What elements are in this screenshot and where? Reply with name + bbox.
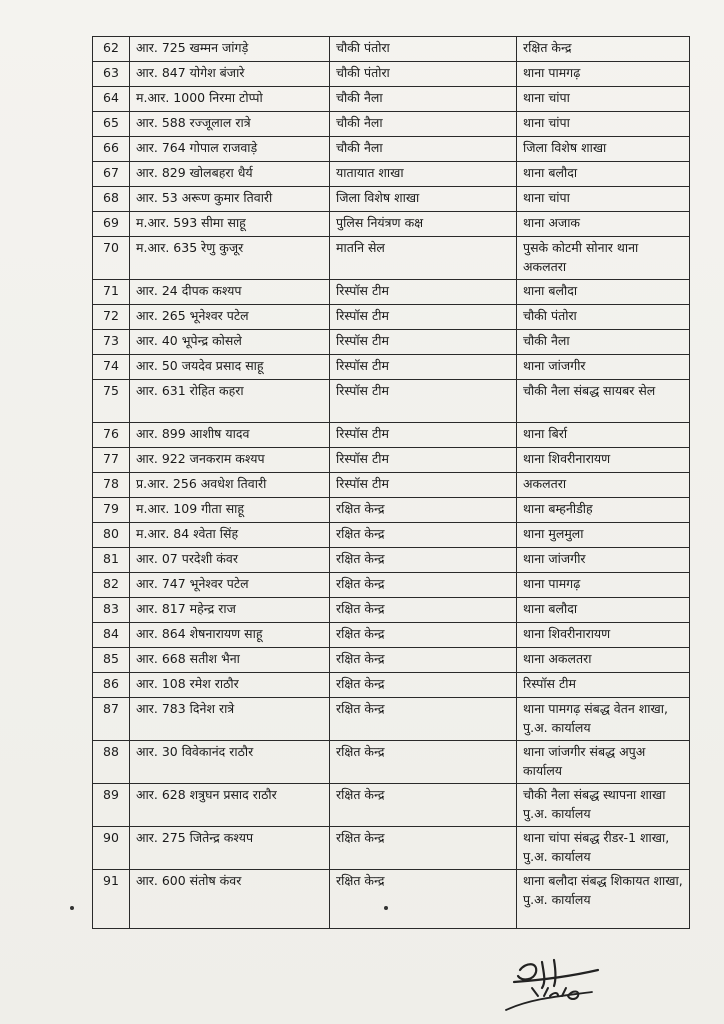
serial-number-cell: 71 [93, 280, 130, 305]
name-cell: आर. 922 जनकराम कश्यप [130, 448, 330, 473]
from-post-cell: रक्षित केन्द्र [330, 784, 517, 827]
to-post-cell: रिस्पॉस टीम [517, 673, 690, 698]
to-post-cell: थाना बलौदा [517, 598, 690, 623]
table-row [93, 523, 690, 548]
from-post-cell: रिस्पॉस टीम [330, 330, 517, 355]
from-post-cell: रक्षित केन्द्र [330, 623, 517, 648]
serial-number-cell: 65 [93, 112, 130, 137]
to-post-cell: थाना जांजगीर [517, 355, 690, 380]
from-post-cell: रिस्पॉस टीम [330, 280, 517, 305]
table-row [93, 280, 690, 305]
table-row [93, 573, 690, 598]
to-post-cell: थाना बलौदा [517, 280, 690, 305]
serial-number-cell: 72 [93, 305, 130, 330]
serial-number-cell: 77 [93, 448, 130, 473]
to-post-cell: थाना अकलतरा [517, 648, 690, 673]
from-post-cell: जिला विशेष शाखा [330, 187, 517, 212]
name-cell: आर. 747 भूनेश्वर पटेल [130, 573, 330, 598]
name-cell: म.आर. 109 गीता साहू [130, 498, 330, 523]
serial-number-cell: 81 [93, 548, 130, 573]
serial-number-cell: 67 [93, 162, 130, 187]
from-post-cell: चौकी पंतोरा [330, 62, 517, 87]
from-post-cell: चौकी नैला [330, 87, 517, 112]
from-post-cell: रिस्पॉस टीम [330, 305, 517, 330]
from-post-cell: रिस्पॉस टीम [330, 423, 517, 448]
table-row [93, 598, 690, 623]
from-post-cell: मातनि सेल [330, 237, 517, 280]
to-post-cell: थाना चांपा संबद्ध रीडर-1 शाखा, पु.अ. कार्यालय [517, 827, 690, 870]
to-post-cell: थाना चांपा [517, 112, 690, 137]
table-row [93, 187, 690, 212]
from-post-cell: रक्षित केन्द्र [330, 548, 517, 573]
table-row [93, 355, 690, 380]
name-cell: आर. 265 भूनेश्वर पटेल [130, 305, 330, 330]
from-post-cell: चौकी नैला [330, 112, 517, 137]
from-post-cell: रक्षित केन्द्र [330, 598, 517, 623]
to-post-cell: थाना बलौदा संबद्ध शिकायत शाखा, पु.अ. कार्यालय [517, 870, 690, 929]
to-post-cell: थाना बिर्रा [517, 423, 690, 448]
name-cell: आर. 275 जितेन्द्र कश्यप [130, 827, 330, 870]
from-post-cell: रक्षित केन्द्र [330, 741, 517, 784]
ink-dot [70, 906, 74, 910]
name-cell: आर. 783 दिनेश रात्रे [130, 698, 330, 741]
to-post-cell: चौकी नैला संबद्ध स्थापना शाखा पु.अ. कार्यालय [517, 784, 690, 827]
table-row [93, 473, 690, 498]
table-row [93, 305, 690, 330]
serial-number-cell: 78 [93, 473, 130, 498]
table-row [93, 237, 690, 280]
name-cell: आर. 600 संतोष कंवर [130, 870, 330, 929]
serial-number-cell: 68 [93, 187, 130, 212]
name-cell: आर. 899 आशीष यादव [130, 423, 330, 448]
serial-number-cell: 90 [93, 827, 130, 870]
serial-number-cell: 91 [93, 870, 130, 929]
table-row [93, 37, 690, 62]
name-cell: आर. 24 दीपक कश्यप [130, 280, 330, 305]
handwritten-signature [502, 952, 622, 1012]
from-post-cell: रक्षित केन्द्र [330, 573, 517, 598]
from-post-cell: रक्षित केन्द्र [330, 498, 517, 523]
from-post-cell: रक्षित केन्द्र [330, 827, 517, 870]
to-post-cell: थाना मुलमुला [517, 523, 690, 548]
from-post-cell: चौकी पंतोरा [330, 37, 517, 62]
from-post-cell: रक्षित केन्द्र [330, 523, 517, 548]
serial-number-cell: 88 [93, 741, 130, 784]
name-cell: आर. 30 विवेकानंद राठौर [130, 741, 330, 784]
from-post-cell: रिस्पॉस टीम [330, 448, 517, 473]
name-cell: आर. 628 शत्रुघन प्रसाद राठौर [130, 784, 330, 827]
serial-number-cell: 80 [93, 523, 130, 548]
table-row [93, 623, 690, 648]
serial-number-cell: 85 [93, 648, 130, 673]
to-post-cell: थाना अजाक [517, 212, 690, 237]
table-row [93, 62, 690, 87]
to-post-cell: पुसके कोटमी सोनार थाना अकलतरा [517, 237, 690, 280]
to-post-cell: थाना जांजगीर [517, 548, 690, 573]
name-cell: म.आर. 593 सीमा साहू [130, 212, 330, 237]
table-row [93, 548, 690, 573]
name-cell: आर. 40 भूपेन्द्र कोसले [130, 330, 330, 355]
name-cell: आर. 847 योगेश बंजारे [130, 62, 330, 87]
serial-number-cell: 73 [93, 330, 130, 355]
from-post-cell: रिस्पॉस टीम [330, 473, 517, 498]
from-post-cell: रक्षित केन्द्र [330, 870, 517, 929]
serial-number-cell: 64 [93, 87, 130, 112]
from-post-cell: पुलिस नियंत्रण कक्ष [330, 212, 517, 237]
to-post-cell: थाना पामगढ़ [517, 573, 690, 598]
table-row [93, 741, 690, 784]
to-post-cell: थाना बम्हनीडीह [517, 498, 690, 523]
transfer-table [92, 36, 690, 929]
serial-number-cell: 66 [93, 137, 130, 162]
serial-number-cell: 63 [93, 62, 130, 87]
to-post-cell: चौकी पंतोरा [517, 305, 690, 330]
name-cell: आर. 108 रमेश राठौर [130, 673, 330, 698]
to-post-cell: थाना बलौदा [517, 162, 690, 187]
name-cell: आर. 764 गोपाल राजवाड़े [130, 137, 330, 162]
table-row [93, 698, 690, 741]
table-row [93, 330, 690, 355]
from-post-cell: रक्षित केन्द्र [330, 648, 517, 673]
to-post-cell: थाना चांपा [517, 87, 690, 112]
to-post-cell: थाना पामगढ़ संबद्ध वेतन शाखा, पु.अ. कार्यालय [517, 698, 690, 741]
table-row [93, 87, 690, 112]
table-row [93, 423, 690, 448]
to-post-cell: थाना चांपा [517, 187, 690, 212]
table-row [93, 870, 690, 929]
serial-number-cell: 69 [93, 212, 130, 237]
name-cell: आर. 829 खोलबहरा धैर्य [130, 162, 330, 187]
ink-dot [384, 906, 388, 910]
name-cell: आर. 07 परदेशी कंवर [130, 548, 330, 573]
serial-number-cell: 89 [93, 784, 130, 827]
name-cell: म.आर. 635 रेणु कुजूर [130, 237, 330, 280]
table-row [93, 162, 690, 187]
serial-number-cell: 86 [93, 673, 130, 698]
name-cell: आर. 53 अरूण कुमार तिवारी [130, 187, 330, 212]
from-post-cell: रिस्पॉस टीम [330, 380, 517, 423]
name-cell: आर. 864 शेषनारायण साहू [130, 623, 330, 648]
name-cell: आर. 817 महेन्द्र राज [130, 598, 330, 623]
table-body [93, 37, 690, 929]
serial-number-cell: 79 [93, 498, 130, 523]
table-row [93, 498, 690, 523]
name-cell: आर. 588 रज्जूलाल रात्रे [130, 112, 330, 137]
serial-number-cell: 75 [93, 380, 130, 423]
from-post-cell: रक्षित केन्द्र [330, 698, 517, 741]
to-post-cell: थाना जांजगीर संबद्ध अपुअ कार्यालय [517, 741, 690, 784]
table-row [93, 380, 690, 423]
name-cell: आर. 725 खम्मन जांगड़े [130, 37, 330, 62]
to-post-cell: रक्षित केन्द्र [517, 37, 690, 62]
to-post-cell: चौकी नैला संबद्ध सायबर सेल [517, 380, 690, 423]
serial-number-cell: 74 [93, 355, 130, 380]
serial-number-cell: 84 [93, 623, 130, 648]
name-cell: आर. 668 सतीश भैना [130, 648, 330, 673]
to-post-cell: थाना पामगढ़ [517, 62, 690, 87]
to-post-cell: जिला विशेष शाखा [517, 137, 690, 162]
table-row [93, 137, 690, 162]
table-row [93, 448, 690, 473]
name-cell: प्र.आर. 256 अवधेश तिवारी [130, 473, 330, 498]
from-post-cell: रक्षित केन्द्र [330, 673, 517, 698]
name-cell: म.आर. 1000 निरमा टोप्पो [130, 87, 330, 112]
table-row [93, 827, 690, 870]
serial-number-cell: 62 [93, 37, 130, 62]
from-post-cell: चौकी नैला [330, 137, 517, 162]
to-post-cell: थाना शिवरीनारायण [517, 623, 690, 648]
serial-number-cell: 76 [93, 423, 130, 448]
name-cell: म.आर. 84 श्वेता सिंह [130, 523, 330, 548]
table-row [93, 784, 690, 827]
name-cell: आर. 50 जयदेव प्रसाद साहू [130, 355, 330, 380]
serial-number-cell: 70 [93, 237, 130, 280]
to-post-cell: चौकी नैला [517, 330, 690, 355]
from-post-cell: रिस्पॉस टीम [330, 355, 517, 380]
serial-number-cell: 83 [93, 598, 130, 623]
serial-number-cell: 87 [93, 698, 130, 741]
serial-number-cell: 82 [93, 573, 130, 598]
table-row [93, 673, 690, 698]
table-row [93, 212, 690, 237]
table-row [93, 648, 690, 673]
from-post-cell: यातायात शाखा [330, 162, 517, 187]
to-post-cell: थाना शिवरीनारायण [517, 448, 690, 473]
name-cell: आर. 631 रोहित कहरा [130, 380, 330, 423]
to-post-cell: अकलतरा [517, 473, 690, 498]
table-row [93, 112, 690, 137]
